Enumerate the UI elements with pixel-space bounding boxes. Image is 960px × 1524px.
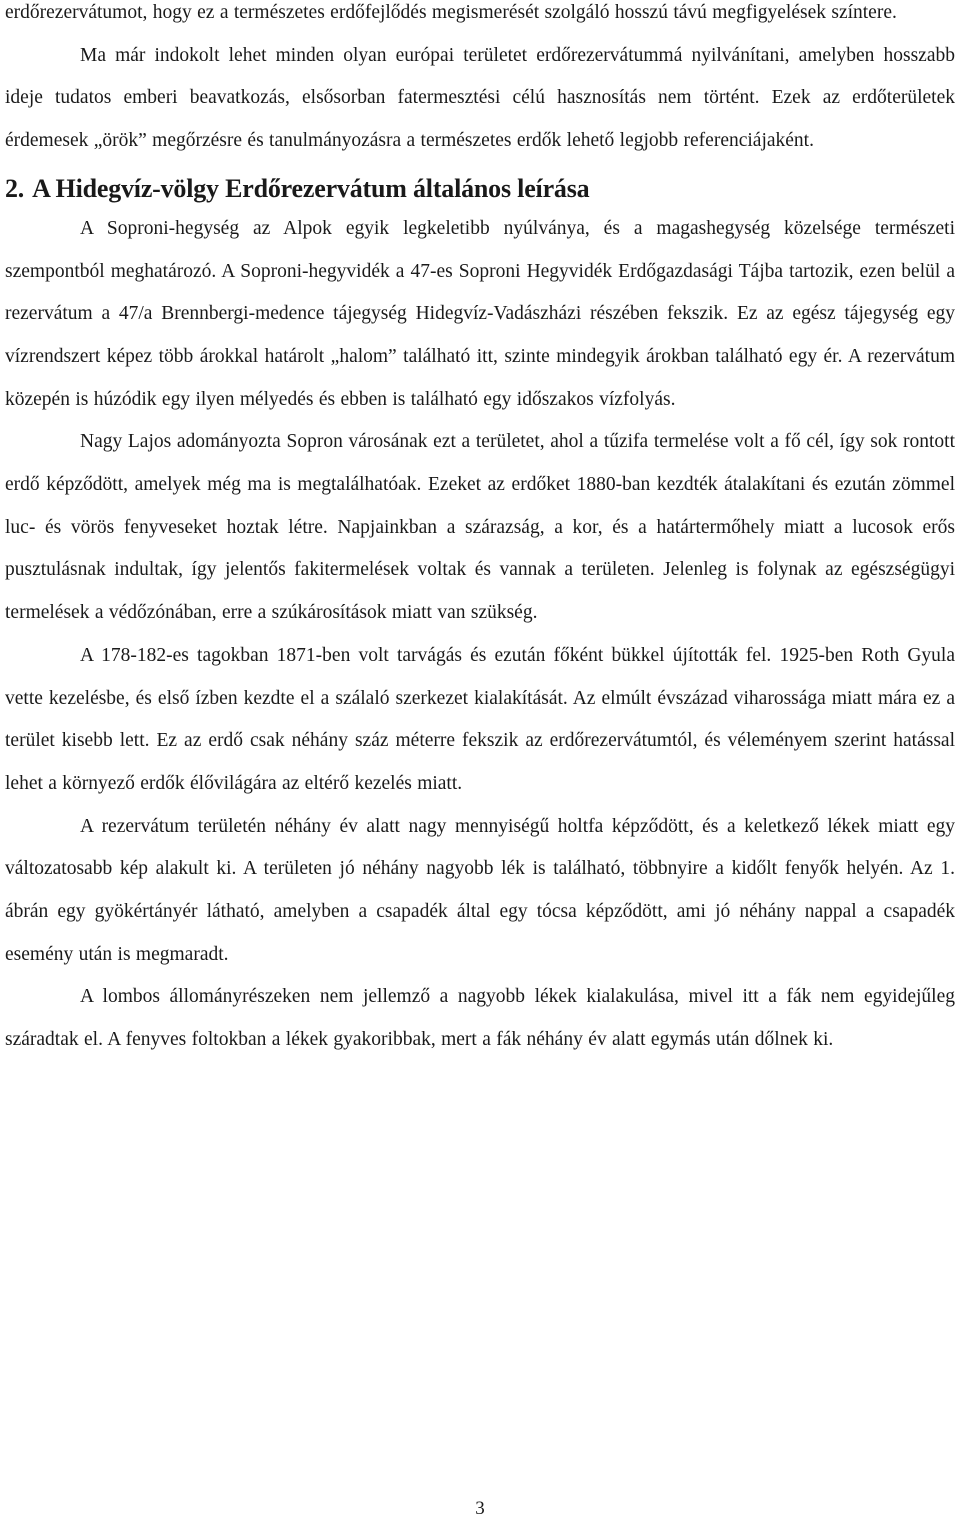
body-paragraph-4: A rezervátum területén néhány év alatt nagy mennyiségű holtfa képződött, és a keletkező lékek miatt egy változatosabb kép alakult ki. A területen jó néhány nagyobb lék is található, többnyire a kidőlt fenyők helyén. Az 1. ábrán egy gyökértányér látható, amelyben a csapadék által egy tócsa képződött, ami jó néhány nappal a csapadék esemény után is megmaradt. (5, 815, 955, 965)
body-paragraph-5: A lombos állományrészeken nem jellemző a nagyobb lékek kialakulása, mivel itt a fák nem egyidejűleg száradtak el. A fenyves foltokban a lékek gyakoribbak, mert a fák néhány év alatt egymás után dőlnek ki. (5, 986, 955, 1051)
section-number: 2. (5, 173, 25, 203)
intro-paragraph: Ma már indokolt lehet minden olyan európai területet erdőrezervátummá nyilvánítani, amelyben hosszabb ideje tudatos emberi beavatkozás, elsősorban fatermesztési célú hasznosítás nem történt. Ezek az erdőterületek érdemesek „örök” megőrzésre és tanulmányozásra a természetes erdők lehető legjobb referenciájaként. (5, 44, 955, 152)
body-paragraph-2: Nagy Lajos adományozta Sopron városának ezt a területet, ahol a tűzifa termelése volt a fő cél, így sok rontott erdő képződött, amelyek még ma is megtalálhatóak. Ezeket az erdőket 1880-ban kezdték átalakítani és ezután zömmel luc- és vörös fenyveseket hoztak létre. Napjainkban a szárazság, a kor, és a határtermőhely miatt a lucosok erős pusztulásnak indultak, így jelentős fakitermelések voltak és vannak a területen. Jelenleg is folynak az egészségügyi termelések a védőzónában, erre a szúkárosítások miatt van szükség. (5, 431, 955, 624)
intro-paragraph-continued: erdőrezervátumot, hogy ez a természetes erdőfejlődés megismerését szolgáló hosszú távú megfigyelések színtere. (5, 2, 897, 23)
section-body (5, 208, 955, 1062)
page-number: 3 (475, 1498, 485, 1519)
section-heading (5, 170, 955, 208)
body-paragraph-3: A 178-182-es tagokban 1871-ben volt tarvágás és ezután főként bükkel újították fel. 1925-ben Roth Gyula vette kezelésbe, és első ízben kezdte el a szálaló szerkezet kialakítását. Az elmúlt évszázad viharossága miatt mára ez a terület kisebb lett. Ez az erdő csak néhány száz méterre fekszik az erdőrezervátumtól, és véleményem szerint hatással lehet a környező erdők élővilágára az eltérő kezelés miatt. (5, 644, 955, 794)
body-paragraph-1: A Soproni-hegység az Alpok egyik legkeletibb nyúlványa, és a magashegység közelsége természeti szempontból meghatározó. A Soproni-hegyvidék a 47-es Soproni Hegyvidék Erdőgazdasági Tájba tartozik, ezen belül a rezervátum a 47/a Brennbergi-medence tájegység Hidegvíz-Vadászházi részében fekszik. Ez az egész tájegység egy vízrendszert képez több árokkal határolt „halom” található itt, szinte mindegyik árokban található egy ér. A rezervátum közepén is húzódik egy ilyen mélyedés és ebben is található egy időszakos vízfolyás. (5, 217, 955, 410)
section-title: A Hidegvíz-völgy Erdőrezervátum általános leírása (32, 173, 590, 203)
document-page (5, 0, 955, 1062)
